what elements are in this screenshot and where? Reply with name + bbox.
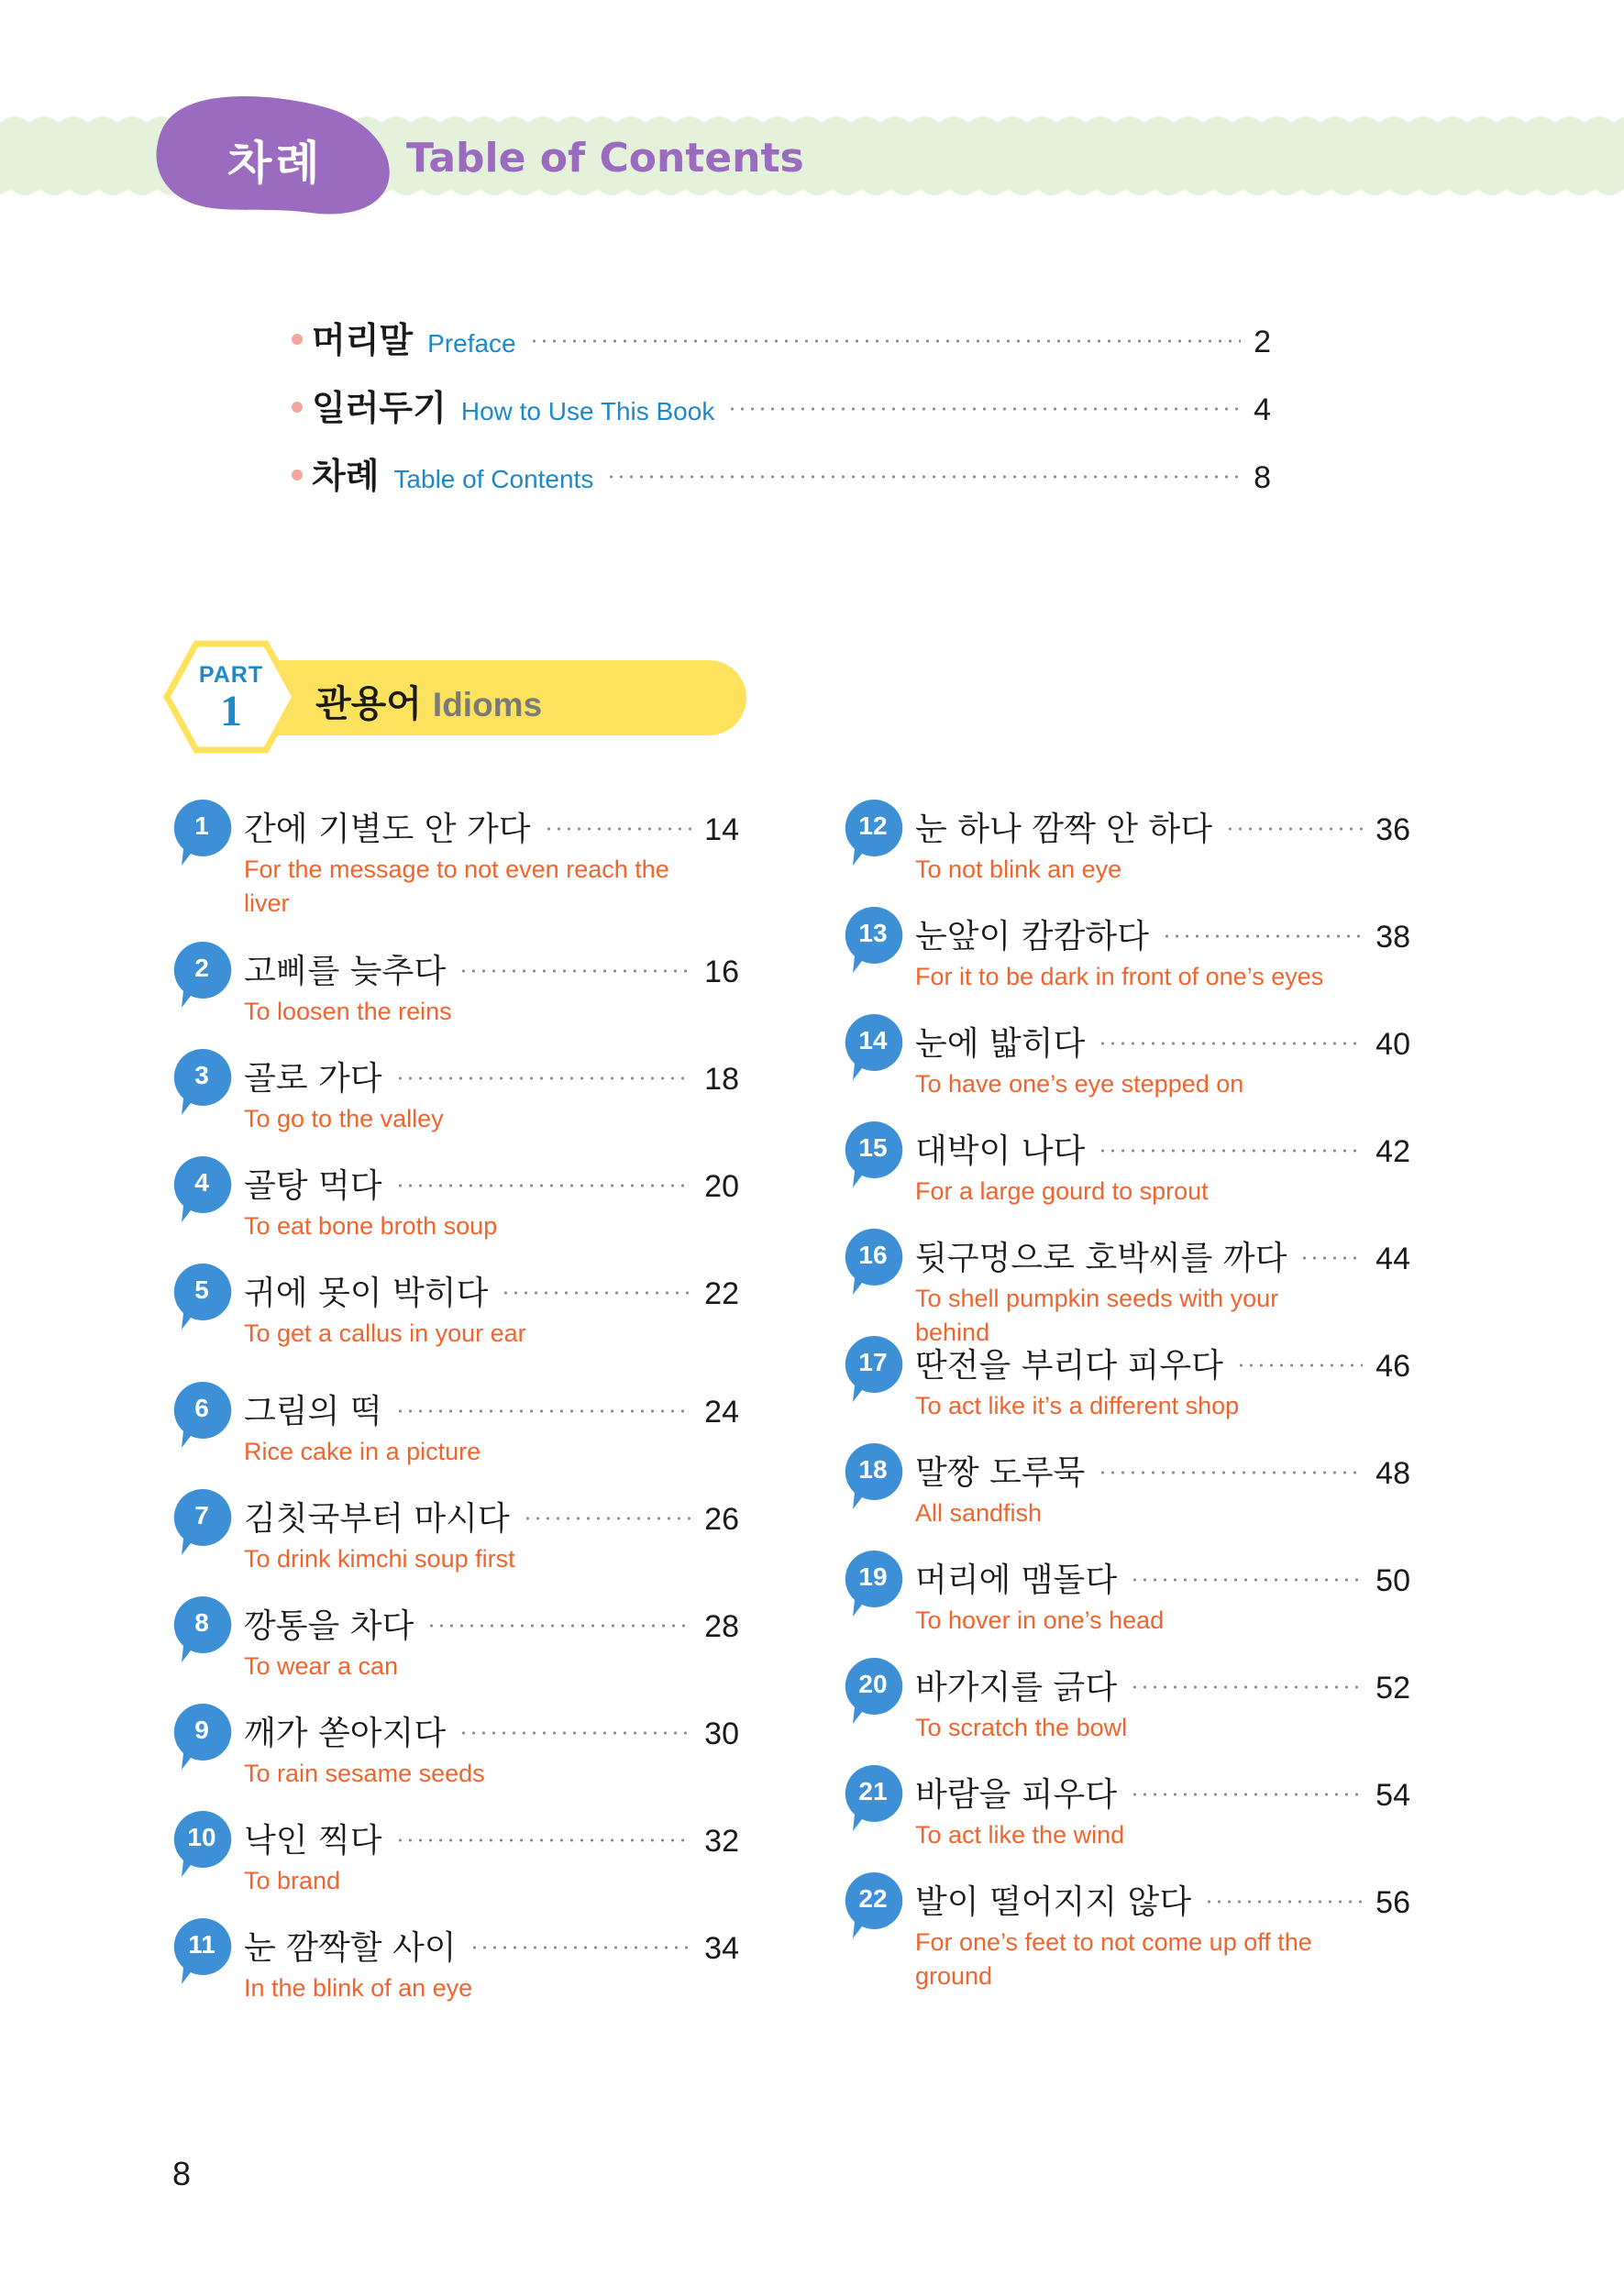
entry-number: 2 [194, 954, 209, 982]
dot-leader [523, 1517, 692, 1520]
page-title-english: Table of Contents [406, 135, 804, 182]
entry-title-korean: 바가지를 긁다 [915, 1669, 1118, 1706]
entry-title-english: To go to the valley [244, 1105, 444, 1132]
entry-page-number: 34 [704, 1931, 739, 1966]
entry-title-korean: 말짱 도루묵 [915, 1454, 1086, 1492]
entry-page-number: 56 [1375, 1885, 1410, 1920]
entry-line [244, 1053, 739, 1099]
entry-line [244, 1267, 739, 1314]
entry-title-english: To shell pumpkin seeds with your behind [915, 1285, 1279, 1346]
entry-page-number: 44 [1375, 1242, 1410, 1276]
dot-leader [458, 969, 691, 973]
toc-front-matter-contents[interactable] [292, 447, 1271, 499]
entry-page-number: 28 [704, 1609, 739, 1644]
entry-title-korean: 딴전을 부리다 피우다 [915, 1347, 1223, 1385]
part-title [315, 675, 542, 727]
part-number: 1 [220, 687, 242, 735]
front-matter-title-english: Table of Contents [393, 465, 594, 493]
front-matter-title-english: Preface [427, 329, 516, 358]
entry-title-english: To not blink an eye [915, 856, 1122, 883]
part-label: PART [198, 662, 264, 688]
entry-number: 9 [194, 1716, 209, 1744]
page-title-korean: 차례 [227, 137, 324, 190]
entry-line [244, 803, 739, 850]
dot-leader [1225, 827, 1363, 831]
entry-number: 21 [858, 1777, 888, 1805]
toc-front-matter-how-to-use[interactable] [292, 380, 1271, 431]
entry-line [915, 1661, 1410, 1708]
dot-leader [1130, 1578, 1363, 1582]
entry-page-number: 46 [1375, 1349, 1410, 1384]
entry-title-korean: 머리에 맴돌다 [915, 1562, 1118, 1599]
entry-number: 7 [194, 1501, 209, 1529]
front-matter-page-number: 4 [1254, 392, 1271, 427]
entry-title-korean: 대박이 나다 [915, 1132, 1086, 1170]
entry-page-number: 22 [704, 1276, 739, 1311]
entry-line [244, 1493, 739, 1540]
entry-number: 5 [194, 1275, 209, 1304]
entry-title-english: To get a callus in your ear [244, 1319, 526, 1347]
dot-leader [395, 1838, 692, 1842]
bullet-dot-icon [292, 402, 303, 413]
entry-page-number: 16 [704, 955, 739, 989]
entry-page-number: 24 [704, 1395, 739, 1430]
entry-line [915, 1018, 1410, 1065]
entry-title-english: To scratch the bowl [915, 1714, 1128, 1741]
entry-number: 13 [858, 919, 888, 947]
dot-leader [544, 827, 692, 831]
entry-page-number: 52 [1375, 1671, 1410, 1706]
entry-line [244, 1385, 739, 1432]
dot-leader [426, 1624, 691, 1628]
entry-title-english: For one’s feet to not come up off the ground [915, 1928, 1312, 1990]
entry-page-number: 42 [1375, 1134, 1410, 1169]
entry-number: 12 [858, 811, 888, 840]
entry-title-korean: 눈 깜짝할 사이 [244, 1929, 457, 1967]
entry-title-english: To have one’s eye stepped on [915, 1070, 1244, 1098]
entry-line [244, 1600, 739, 1647]
entry-line [915, 1876, 1410, 1923]
entry-page-number: 36 [1375, 812, 1410, 847]
dot-leader [606, 475, 1241, 479]
entry-title-korean: 눈 하나 깜짝 안 하다 [915, 811, 1212, 848]
entry-page-number: 48 [1375, 1456, 1410, 1491]
entry-page-number: 38 [1375, 920, 1410, 955]
entry-number: 1 [194, 811, 209, 840]
entry-number: 18 [858, 1455, 888, 1484]
entry-number: 8 [194, 1608, 209, 1637]
entry-page-number: 32 [704, 1824, 739, 1859]
dot-leader [1098, 1471, 1363, 1474]
entry-title-korean: 낙인 찍다 [244, 1822, 382, 1860]
entry-line [915, 1447, 1410, 1494]
entry-title-english: Rice cake in a picture [244, 1438, 481, 1465]
dot-leader [529, 339, 1241, 343]
entry-line [915, 1340, 1410, 1386]
dot-leader [395, 1184, 692, 1187]
dot-leader [501, 1291, 691, 1295]
entry-title-english: To act like it’s a different shop [915, 1392, 1240, 1419]
entry-title-korean: 골로 가다 [244, 1060, 382, 1098]
front-matter-page-number: 2 [1254, 325, 1271, 359]
entry-title-english: To brand [244, 1867, 341, 1894]
entry-page-number: 54 [1375, 1778, 1410, 1813]
entry-title-english: For it to be dark in front of one’s eyes [915, 963, 1324, 990]
entry-title-english: To drink kimchi soup first [244, 1545, 515, 1573]
entry-title-english: In the blink of an eye [244, 1974, 473, 2002]
front-matter-title-korean: 일러두기 [312, 388, 447, 428]
entry-page-number: 50 [1375, 1563, 1410, 1598]
entry-title-korean: 그림의 떡 [244, 1393, 382, 1430]
entry-title-english: To act like the wind [915, 1821, 1125, 1849]
dot-leader [395, 1409, 692, 1413]
part-title-english: Idioms [432, 686, 543, 723]
entry-line [244, 1815, 739, 1861]
dot-leader [1130, 1685, 1363, 1689]
entry-title-korean: 골탕 먹다 [244, 1167, 382, 1205]
entry-number: 4 [194, 1168, 209, 1197]
entry-number: 22 [858, 1884, 888, 1913]
entry-line [244, 945, 739, 992]
entry-title-english: To rain sesame seeds [244, 1760, 485, 1787]
entry-line [244, 1707, 739, 1754]
entry-page-number: 30 [704, 1717, 739, 1751]
entry-title-english: For a large gourd to sprout [915, 1177, 1209, 1205]
entry-page-number: 26 [704, 1502, 739, 1537]
bullet-dot-icon [292, 469, 303, 480]
dot-leader [458, 1731, 691, 1735]
bullet-dot-icon [292, 334, 303, 345]
entry-title-korean: 깨가 쏟아지다 [244, 1715, 447, 1752]
entry-number: 19 [858, 1562, 888, 1591]
entry-number: 11 [188, 1930, 215, 1959]
entry-title-korean: 김칫국부터 마시다 [244, 1500, 510, 1538]
dot-leader [1130, 1793, 1363, 1796]
entry-page-number: 18 [704, 1062, 739, 1097]
entry-title-korean: 간에 기별도 안 가다 [244, 811, 531, 848]
entry-title-english: To wear a can [244, 1652, 399, 1680]
dot-leader [1204, 1900, 1363, 1904]
entry-line [915, 1554, 1410, 1601]
entry-title-korean: 바람을 피우다 [915, 1776, 1118, 1814]
dot-leader [1098, 1042, 1363, 1045]
entry-line [915, 911, 1410, 957]
entry-line [915, 1769, 1410, 1816]
entry-number: 3 [194, 1061, 209, 1089]
entry-title-english: For the message to not even reach the liver [244, 856, 669, 917]
entry-line [244, 1160, 739, 1207]
entry-number: 10 [187, 1823, 216, 1851]
dot-leader [395, 1076, 692, 1080]
front-matter-page-number: 8 [1254, 460, 1271, 495]
entry-title-korean: 고삐를 늦추다 [244, 953, 447, 990]
entry-line [915, 1125, 1410, 1172]
entry-line [244, 1922, 739, 1969]
dot-leader [1098, 1149, 1363, 1153]
front-matter-title-korean: 머리말 [312, 320, 414, 360]
entry-page-number: 20 [704, 1169, 739, 1204]
entry-title-english: To loosen the reins [244, 998, 452, 1025]
entry-line [915, 803, 1410, 850]
entry-title-english: To hover in one’s head [915, 1606, 1165, 1634]
entry-title-korean: 깡통을 차다 [244, 1607, 414, 1645]
dot-leader [1299, 1256, 1363, 1260]
entry-title-english: To eat bone broth soup [244, 1212, 498, 1240]
entry-number: 15 [858, 1133, 888, 1162]
front-matter-title-korean: 차례 [312, 456, 380, 496]
entry-title-korean: 눈에 밟히다 [915, 1025, 1086, 1063]
entry-title-english: All sandfish [915, 1499, 1043, 1527]
entry-number: 17 [858, 1348, 888, 1376]
entry-title-korean: 눈앞이 캄캄하다 [915, 918, 1149, 955]
dot-leader [727, 407, 1241, 411]
entry-title-korean: 뒷구멍으로 호박씨를 까다 [915, 1240, 1287, 1277]
page-number: 8 [172, 2155, 192, 2192]
entry-number: 16 [858, 1241, 888, 1269]
entry-number: 20 [858, 1670, 888, 1698]
entry-title-korean: 발이 떨어지지 않다 [915, 1883, 1192, 1921]
toc-front-matter-preface[interactable] [292, 312, 1271, 363]
dot-leader [1162, 934, 1363, 938]
part-title-korean: 관용어 [315, 683, 422, 725]
entry-number: 6 [194, 1394, 209, 1422]
entry-page-number: 14 [704, 812, 739, 847]
front-matter-title-english: How to Use This Book [460, 397, 715, 425]
dot-leader [1236, 1363, 1363, 1367]
entry-title-korean: 귀에 못이 박히다 [244, 1275, 489, 1312]
entry-line [915, 1232, 1410, 1279]
dot-leader [470, 1946, 692, 1949]
entry-page-number: 40 [1375, 1027, 1410, 1062]
entry-number: 14 [858, 1026, 888, 1054]
